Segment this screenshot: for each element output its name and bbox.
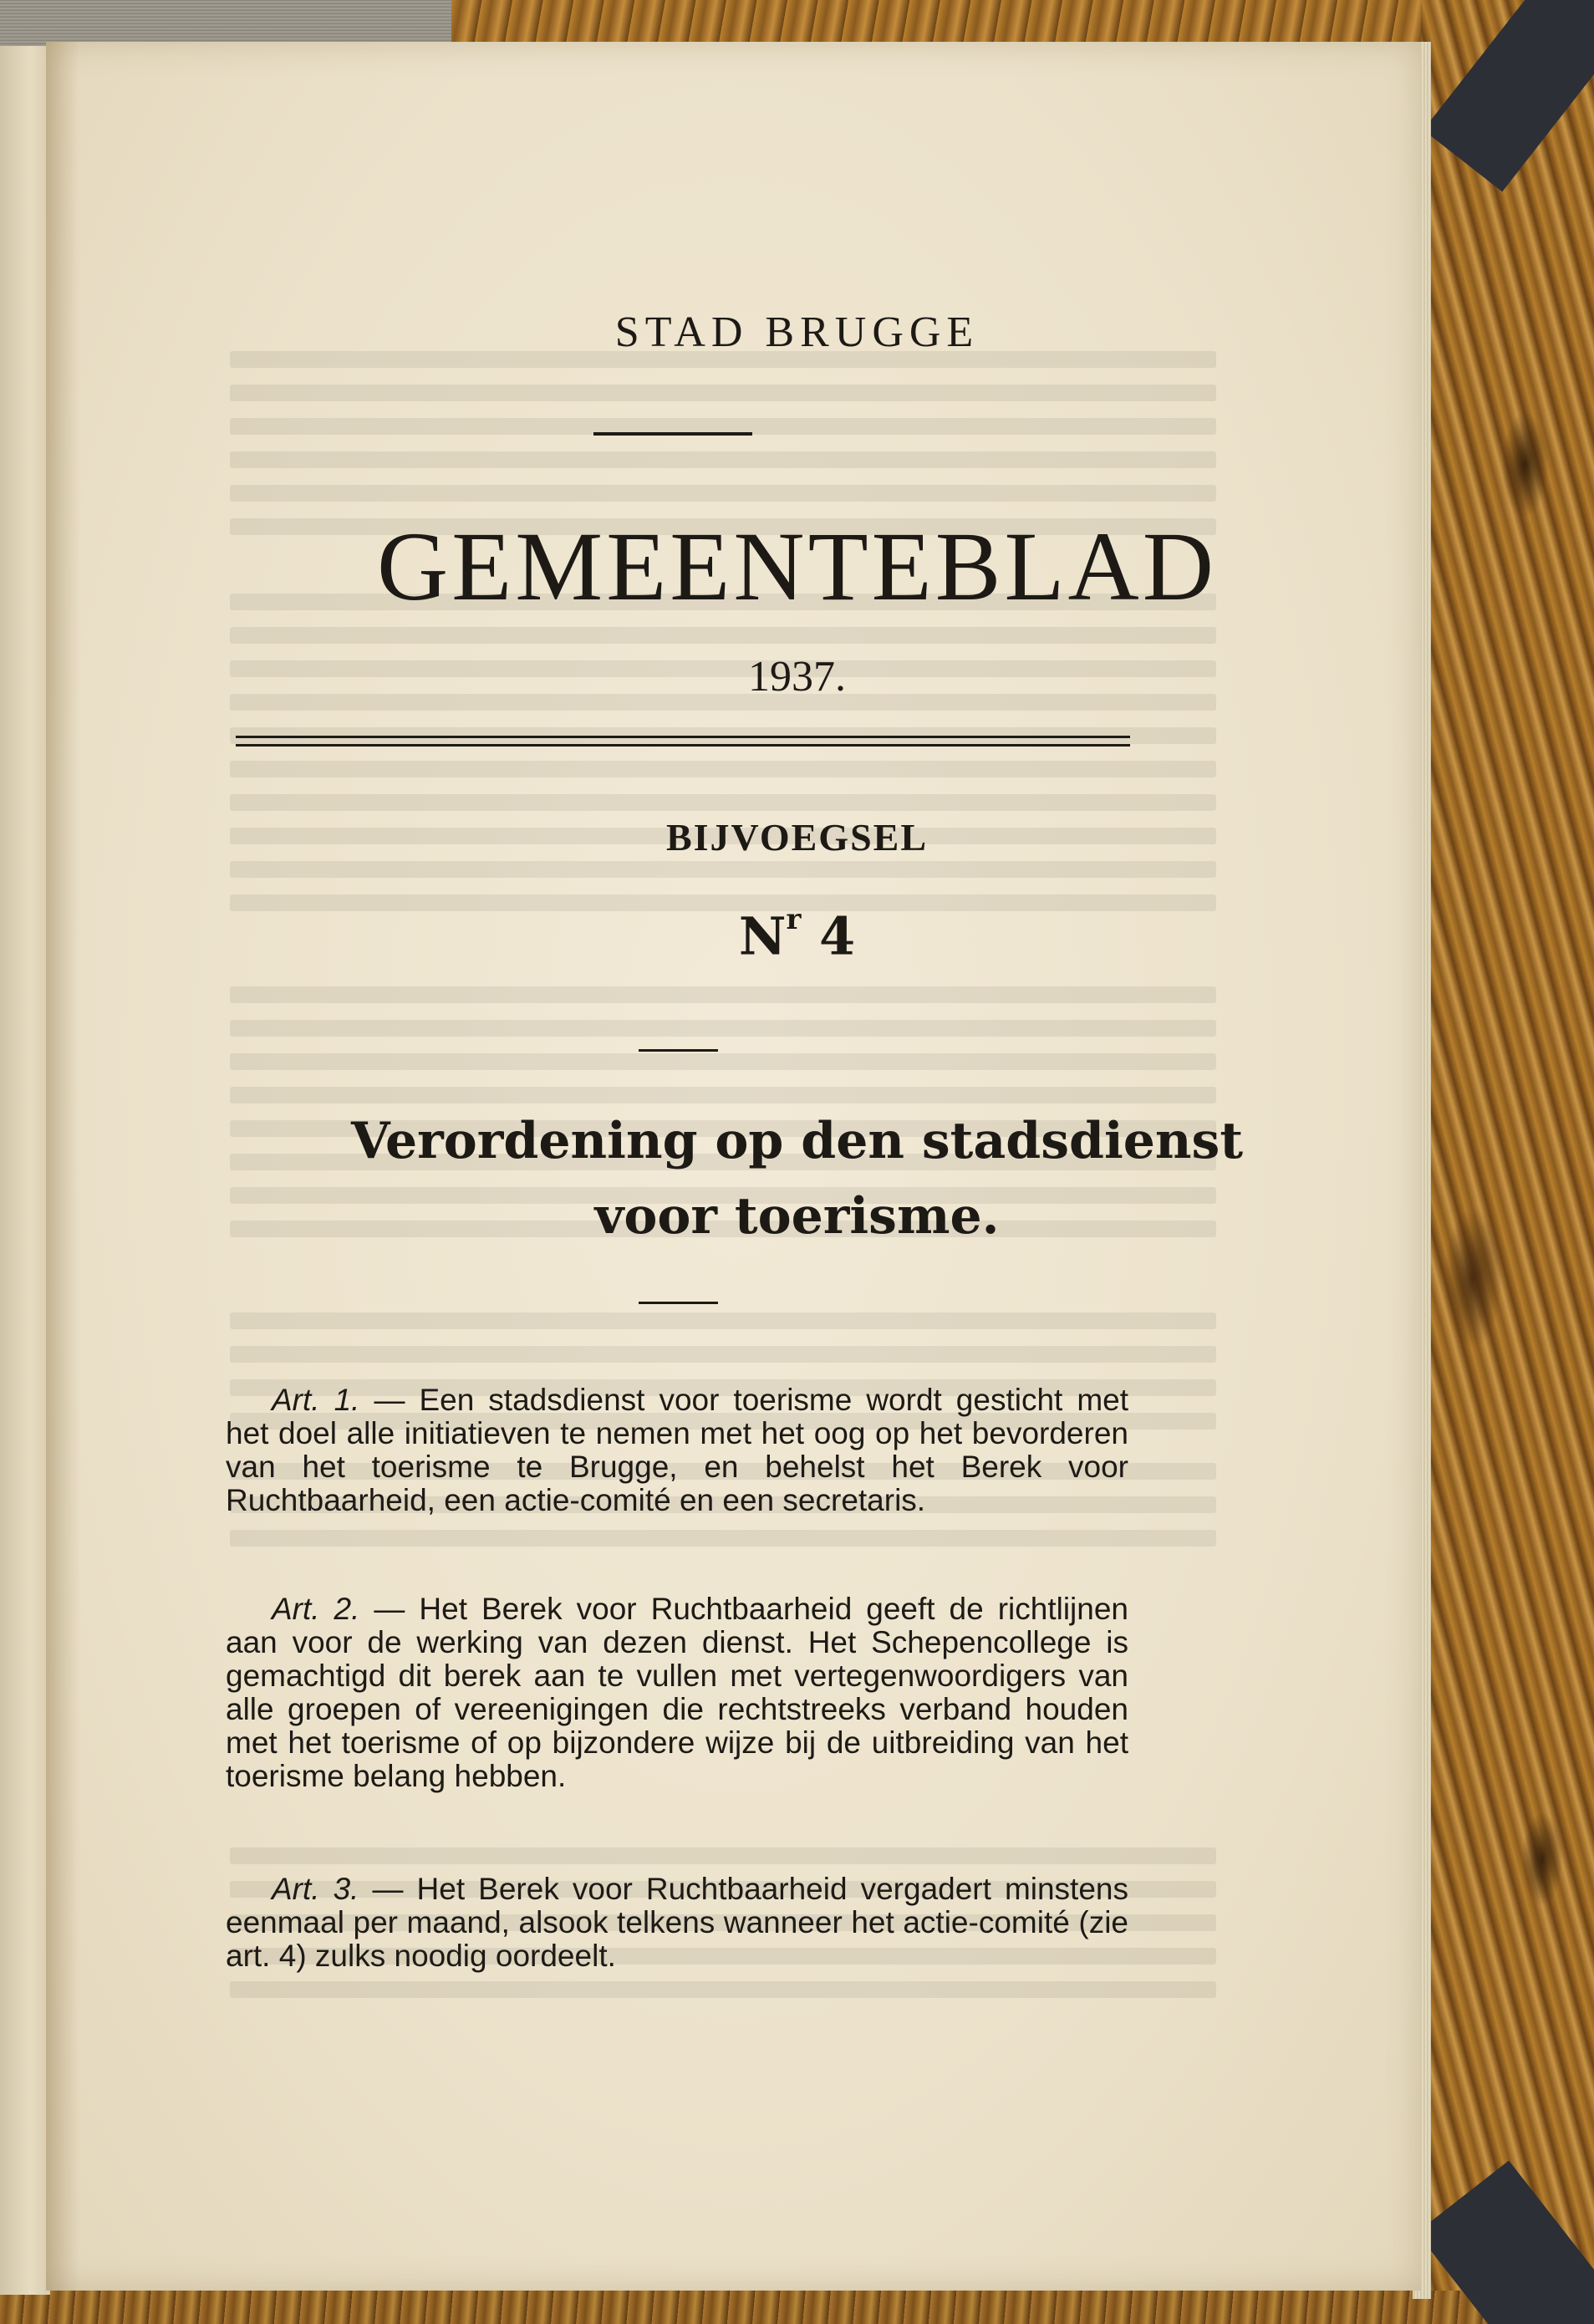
article-3-text: — Het Berek voor Ruchtbaarheid vergadert minstens eenmaal per maand, alsook telkens wanneer het actie-comité (zie art. 4) zulks noodig oordeelt. bbox=[226, 1872, 1128, 1973]
article-1-text: — Een stadsdienst voor toerisme wordt gesticht met het doel alle initiatieven te nemen met het oog op het bevorderen van het toerisme te Brugge, en behelst het Berek voor Ruchtbaarheid, een actie-comité en een secretaris. bbox=[226, 1383, 1129, 1517]
page-title: GEMEENTEBLAD bbox=[377, 512, 1217, 621]
article-1 bbox=[226, 1384, 1128, 1517]
number-superscript: r bbox=[786, 903, 802, 936]
supplement-heading: BIJVOEGSEL bbox=[665, 816, 929, 859]
article-2 bbox=[226, 1593, 1128, 1793]
ordinance-heading-line2: voor toerisme. bbox=[594, 1187, 1000, 1246]
article-3-label: Art. 3. bbox=[272, 1872, 359, 1906]
article-1-label: Art. 1. bbox=[272, 1383, 360, 1417]
rule-short-lower bbox=[639, 1302, 718, 1304]
number-value: 4 bbox=[819, 905, 856, 967]
year: 1937. bbox=[748, 653, 846, 701]
rule-short-middle bbox=[639, 1049, 718, 1052]
double-rule-upper bbox=[236, 736, 1130, 738]
article-2-text: — Het Berek voor Ruchtbaarheid geeft de richtlijnen aan voor de werking van dezen dienst. Het Schepencollege is gemachtigd dit berek aan te vullen met vertegenwoordigers van alle groepen of vereenigingen die rechtstreeks verband houden met het toerisme of op bijzondere wijze bij de uitbreiding van het toerisme belang hebben. bbox=[226, 1592, 1128, 1793]
rule-short-top bbox=[593, 432, 752, 436]
ordinance-heading-line1: Verordening op den stadsdienst bbox=[350, 1112, 1244, 1170]
supplement-number bbox=[0, 903, 1594, 967]
ordinance-heading bbox=[0, 1103, 1594, 1254]
article-2-label: Art. 2. bbox=[272, 1592, 360, 1626]
number-prefix: N bbox=[738, 905, 787, 967]
double-rule-lower bbox=[236, 744, 1130, 747]
city-heading: STAD BRUGGE bbox=[614, 308, 980, 356]
article-3 bbox=[226, 1873, 1128, 1973]
